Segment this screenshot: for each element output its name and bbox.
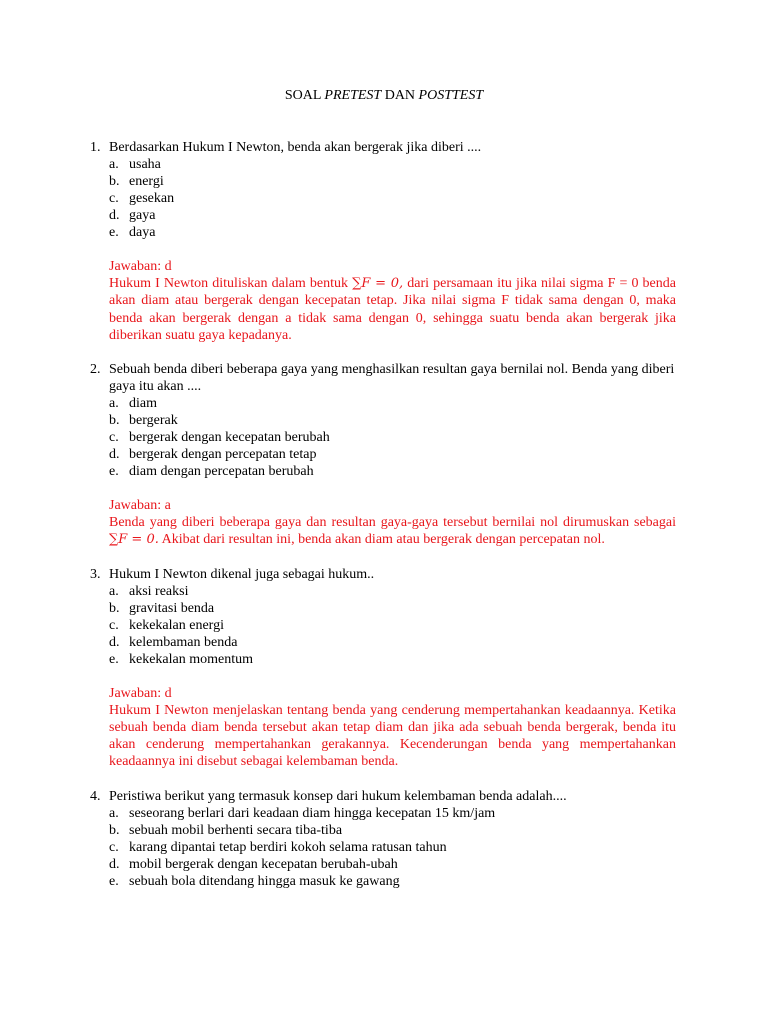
title-posttest: POSTTEST	[418, 88, 484, 103]
option-letter: e.	[109, 464, 119, 480]
option-text: energi	[129, 174, 164, 189]
question-number: 3.	[90, 566, 101, 582]
option-list	[0, 156, 768, 241]
option-letter: d.	[109, 634, 120, 650]
option-text: sebuah mobil berhenti secara tiba-tiba	[129, 822, 343, 838]
option-text: gaya	[129, 208, 156, 223]
option	[0, 395, 768, 412]
option-text: sebuah bola ditendang hingga masuk ke gawang	[129, 873, 400, 889]
answer-block	[0, 497, 676, 549]
option-letter: a.	[109, 157, 119, 172]
option	[0, 856, 768, 873]
question-text: Sebuah benda diberi beberapa gaya yang menghasilkan resultan gaya bernilai nol. Benda yang diberi gaya itu akan ....	[109, 362, 675, 395]
option-letter: a.	[109, 396, 119, 412]
option	[0, 463, 768, 480]
option	[0, 634, 768, 651]
answer-explanation: Hukum I Newton menjelaskan tentang benda yang cenderung mempertahankan keadaannya. Ketika sebuah benda diam benda tersebut akan tetap diam dan jika ada sebuah benda bergerak, benda itu akan cenderung mempertahankan gerakannya. Kecenderungan benda yang mempertahankan keadaannya ini disebut sebagai kelembaman benda.	[109, 702, 676, 770]
option	[0, 173, 768, 190]
option-list	[0, 395, 768, 480]
option-letter: a.	[109, 583, 119, 599]
answer-key: Jawaban: d	[109, 685, 172, 701]
question-4	[0, 788, 768, 890]
option-list	[0, 583, 768, 668]
formula: ∑F = 0.	[109, 532, 159, 548]
question-text: Peristiwa berikut yang termasuk konsep dari hukum kelembaman benda adalah....	[109, 788, 567, 804]
option	[0, 224, 768, 241]
option-text: kekekalan energi	[129, 617, 224, 633]
option-letter: b.	[109, 600, 120, 616]
question-2	[0, 361, 768, 566]
option	[0, 207, 768, 224]
option-letter: c.	[109, 191, 119, 206]
title-pretest: PRETEST	[324, 88, 382, 103]
title-prefix: SOAL	[284, 88, 325, 103]
answer-explanation: Hukum I Newton dituliskan dalam bentuk ∑F = 0, dari persamaan itu jika nilai sigma F = 0 benda akan diam atau bergerak dengan kecepatan tetap. Jika nilai sigma F tidak sama dengan 0, maka benda akan bergerak dengan a tidak sama dengan 0, sehingga suatu benda akan bergerak jika diberikan suatu gaya kepadanya.	[109, 276, 676, 343]
option-text: seseorang berlari dari keadaan diam hingga kecepatan 15 km/jam	[129, 805, 496, 821]
option-text: kekekalan momentum	[129, 651, 254, 667]
answer-block	[0, 258, 676, 344]
option	[0, 839, 768, 856]
answer-key: Jawaban: d	[109, 259, 172, 274]
option-letter: e.	[109, 651, 119, 667]
option-text: karang dipantai tetap berdiri kokoh selama ratusan tahun	[129, 839, 447, 855]
question-3	[0, 566, 768, 788]
option	[0, 429, 768, 446]
option-letter: e.	[109, 873, 119, 889]
option-letter: c.	[109, 430, 119, 446]
option-letter: c.	[109, 617, 119, 633]
option-letter: c.	[109, 839, 119, 855]
option-text: daya	[129, 225, 156, 240]
question-text: Berdasarkan Hukum I Newton, benda akan bergerak jika diberi ....	[109, 140, 482, 155]
option-text: usaha	[129, 157, 161, 172]
option	[0, 190, 768, 207]
option	[0, 600, 768, 617]
answer-block	[0, 685, 676, 771]
option-text: diam dengan percepatan berubah	[129, 464, 314, 480]
option-text: bergerak dengan kecepatan berubah	[129, 430, 330, 446]
question-list	[0, 139, 768, 890]
option	[0, 805, 768, 822]
option-letter: b.	[109, 174, 120, 189]
option-text: mobil bergerak dengan kecepatan berubah-ubah	[129, 856, 398, 872]
option	[0, 617, 768, 634]
option-text: aksi reaksi	[129, 583, 189, 599]
question-number: 2.	[90, 362, 101, 378]
option	[0, 156, 768, 173]
question-text: Hukum I Newton dikenal juga sebagai hukum..	[109, 566, 375, 582]
question-number: 4.	[90, 788, 101, 804]
option-text: gravitasi benda	[129, 600, 215, 616]
option	[0, 412, 768, 429]
option-letter: d.	[109, 447, 120, 463]
option	[0, 446, 768, 463]
option-letter: b.	[109, 413, 120, 429]
question-number: 1.	[90, 140, 101, 155]
option-text: bergerak	[129, 413, 178, 429]
option-letter: b.	[109, 822, 120, 838]
option	[0, 873, 768, 890]
option-text: gesekan	[129, 191, 175, 206]
option-text: kelembaman benda	[129, 634, 238, 650]
option-text: bergerak dengan percepatan tetap	[129, 447, 317, 463]
option	[0, 651, 768, 668]
option-letter: d.	[109, 208, 120, 223]
formula: ∑F = 0,	[352, 276, 404, 292]
page-title	[0, 86, 768, 106]
title-middle: DAN	[381, 88, 419, 103]
option-letter: d.	[109, 856, 120, 872]
question-1	[0, 139, 768, 361]
answer-key: Jawaban: a	[109, 498, 171, 514]
answer-explanation: Benda yang diberi beberapa gaya dan resultan gaya-gaya tersebut bernilai nol dirumuskan sebagai ∑F = 0. Akibat dari resultan ini, benda akan diam atau bergerak dengan percepatan nol.	[109, 515, 676, 548]
option-text: diam	[129, 396, 157, 412]
option	[0, 822, 768, 839]
option-letter: e.	[109, 225, 119, 240]
option-list	[0, 805, 768, 890]
option-letter: a.	[109, 805, 119, 821]
option	[0, 583, 768, 600]
